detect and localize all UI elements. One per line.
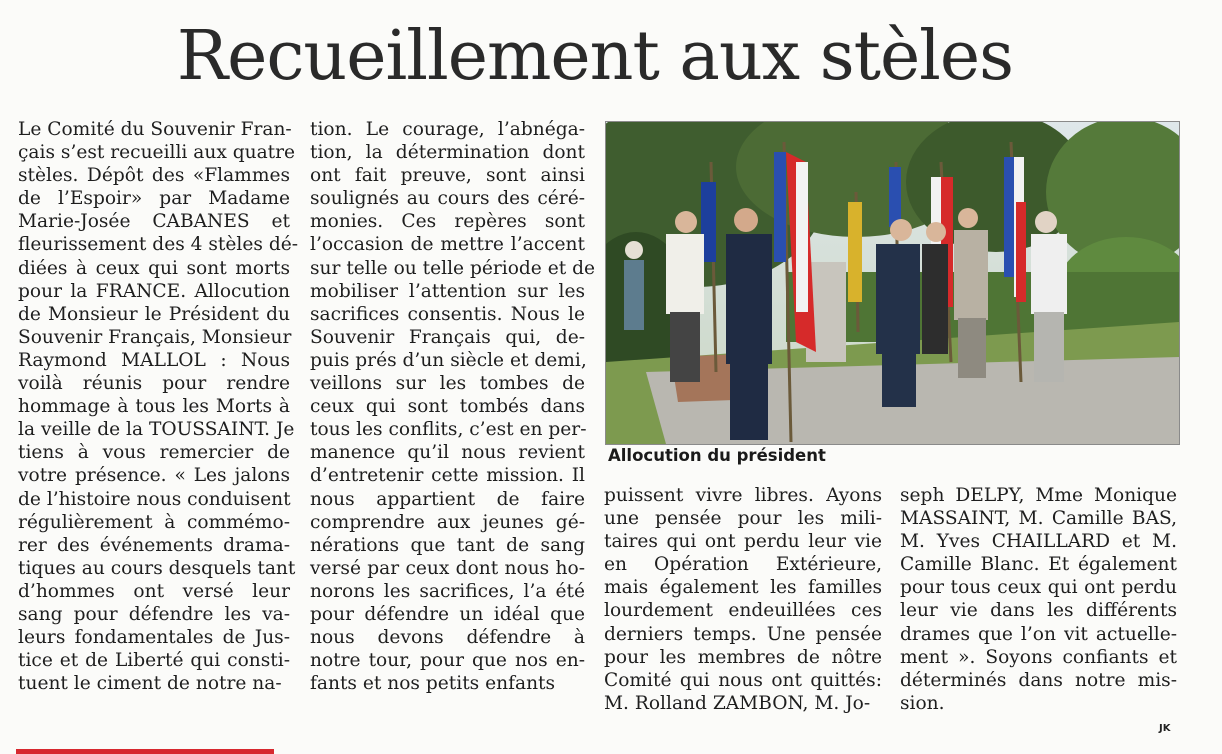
text-line: pour la FRANCE. Allocution <box>18 280 290 302</box>
text-line: çais s’est recueilli aux quatre <box>18 142 296 164</box>
text-line: tiques au cours desquels tant <box>18 557 296 579</box>
text-line: MASSAINT, M. Camille BAS, <box>900 508 1177 530</box>
text-line: mobiliser l’attention sur les <box>310 280 585 302</box>
text-line: d’entretenir cette mission. Il <box>310 465 585 487</box>
text-line: notre tour, pour que nos en- <box>310 650 585 672</box>
text-line: hommage à tous les Morts à <box>18 396 290 418</box>
text-line: ceux qui sont tombés dans <box>310 396 585 418</box>
text-line: de l’Espoir» par Madame <box>18 188 290 210</box>
text-column-1 <box>18 118 299 695</box>
text-line: monies. Ces repères sont <box>310 211 585 233</box>
text-line: nous appartient de faire <box>310 488 585 510</box>
article-title: Recueillement aux stèles <box>176 17 1014 96</box>
text-column-3 <box>604 484 882 715</box>
text-line: ont fait preuve, sont ainsi <box>310 165 585 187</box>
text-line: manence qu’il nous revient <box>310 442 585 464</box>
text-line: drames que l’on vit actuelle- <box>900 623 1177 645</box>
text-line: sur telle ou telle période et de <box>310 257 596 279</box>
text-line: sion. <box>900 692 945 714</box>
text-column-4 <box>900 484 1177 715</box>
text-line: tice et de Liberté qui consti- <box>18 650 290 672</box>
text-line: veillons sur les tombes de <box>310 373 585 395</box>
text-line: diées à ceux qui sont morts <box>18 257 290 279</box>
text-line: Comité qui nous ont quittés: <box>604 669 882 691</box>
text-line: fleurissement des 4 stèles dé- <box>18 234 299 256</box>
text-column-2 <box>310 118 596 695</box>
text-line: M. Rolland ZAMBON, M. Jo- <box>604 692 871 714</box>
text-line: pour les membres de nôtre <box>604 646 882 668</box>
ceremony-photo <box>605 121 1180 445</box>
text-line: en Opération Extérieure, <box>604 554 882 576</box>
text-line: mais également les familles <box>604 577 882 599</box>
text-line: tuent le ciment de notre na- <box>18 673 282 695</box>
text-line: rer des événements drama- <box>18 534 290 556</box>
text-line: Souvenir Français, Monsieur <box>18 326 292 348</box>
text-line: l’occasion de mettre l’accent <box>310 234 585 256</box>
text-line: puissent vivre libres. Ayons <box>604 485 882 506</box>
text-line: votre présence. « Les jalons <box>18 465 290 487</box>
text-line: soulignés au cours des céré- <box>310 188 585 210</box>
text-line: nous devons défendre à <box>310 627 585 649</box>
text-line: sang pour défendre les va- <box>18 603 290 625</box>
text-line: sacrifices consentis. Nous le <box>310 303 585 325</box>
text-line: puis prés d’un siècle et demi, <box>310 349 587 371</box>
text-line: nérations que tant de sang <box>310 534 585 556</box>
text-line: tion. Le courage, l’abnéga- <box>310 119 585 140</box>
text-line: déterminés dans notre mis- <box>900 669 1177 691</box>
text-line: une pensée pour les mili- <box>604 508 882 530</box>
text-line: d’hommes ont versé leur <box>18 580 290 602</box>
text-line: tion, la détermination dont <box>310 142 585 164</box>
text-line: Marie-Josée CABANES et <box>18 211 290 233</box>
text-line: leur vie dans les différents <box>900 600 1177 622</box>
text-line: ment ». Soyons confiants et <box>900 646 1177 668</box>
text-line: de l’histoire nous conduisent <box>18 488 291 510</box>
section-accent-bar <box>16 749 274 754</box>
text-line: comprendre aux jeunes gé- <box>310 511 585 533</box>
text-line: voilà réunis pour rendre <box>18 373 290 395</box>
text-line: M. Yves CHAILLARD et M. <box>900 531 1177 553</box>
text-line: la veille de la TOUSSAINT. Je <box>18 419 295 441</box>
text-line: Souvenir Français qui, de- <box>310 326 585 348</box>
author-signature: JK <box>1159 723 1171 734</box>
text-line: taires qui ont perdu leur vie <box>604 531 882 553</box>
photo-caption: Allocution du président <box>608 446 826 465</box>
text-line: derniers temps. Une pensée <box>604 623 882 645</box>
text-line: seph DELPY, Mme Monique <box>900 485 1177 506</box>
text-line: pour tous ceux qui ont perdu <box>900 577 1177 599</box>
text-line: pour défendre un idéal que <box>310 603 585 625</box>
text-line: versé par ceux dont nous ho- <box>310 557 585 579</box>
text-line: fants et nos petits enfants <box>310 673 556 695</box>
text-line: tiens à vous remercier de <box>18 442 290 464</box>
text-line: de Monsieur le Président du <box>18 303 290 325</box>
text-line: Le Comité du Souvenir Fran- <box>18 119 292 140</box>
text-line: lourdement endeuillées ces <box>604 600 882 622</box>
text-line: tous les conflits, c’est en per- <box>310 419 587 441</box>
text-line: norons les sacrifices, l’a été <box>310 580 585 602</box>
text-line: leurs fondamentales de Jus- <box>18 627 290 649</box>
text-line: Camille Blanc. Et également <box>900 554 1177 576</box>
text-line: Raymond MALLOL : Nous <box>18 349 290 371</box>
text-line: stèles. Dépôt des «Flammes <box>18 165 290 187</box>
text-line: régulièrement à commémo- <box>18 511 290 533</box>
